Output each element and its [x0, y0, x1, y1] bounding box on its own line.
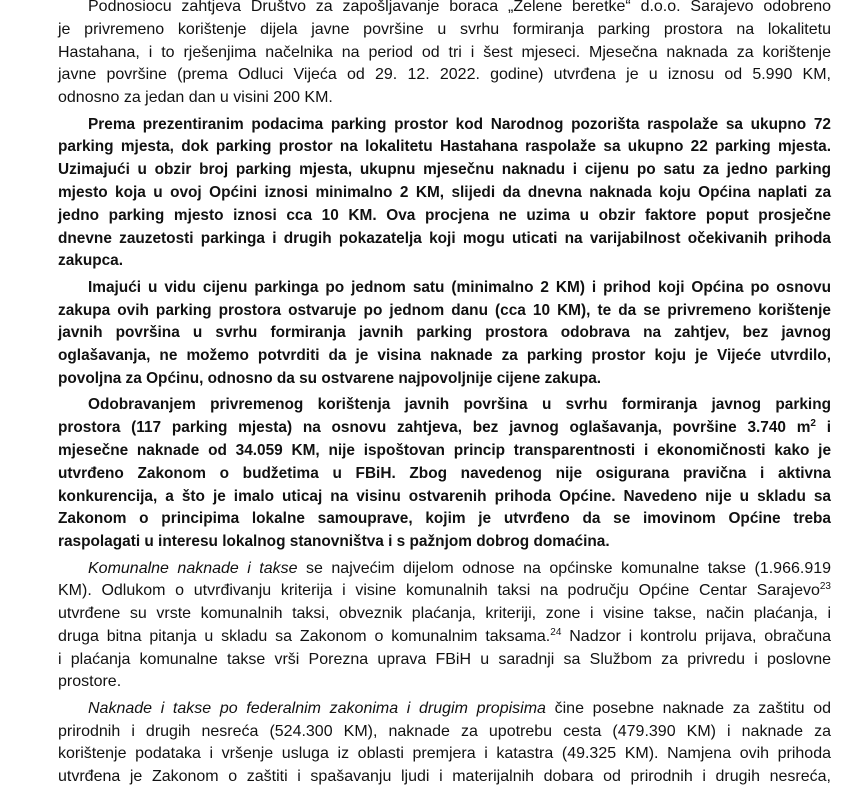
text-line: javne površine (prema Odluci Vijeća od 29. 12. 2022. godine) utvrđena je u iznosu od 5.990 KM, — [58, 66, 831, 84]
text-line: odnosno za jedan dan u visini 200 KM. — [58, 89, 333, 107]
text-segment: KM). Odlukom o utvrđivanju kriterija i visine komunalnih taksi na području Općine Centar Sarajevo — [58, 582, 820, 600]
text-line — [58, 558, 831, 581]
document-page — [58, 0, 831, 793]
text-line: parking mjesta, dok parking prostor na lokalitetu Hastahana raspolaže sa ukupno 22 parking mjesta. — [58, 138, 831, 156]
footnote-reference: 2 — [810, 418, 816, 430]
text-line: utvrđeno Zakonom o budžetima u FBiH. Zbog navedenog nije osigurana pravična i aktivna — [58, 464, 831, 482]
text-line: Hastahana, i to rješenjima načelnika na period od tri i šest mjeseci. Mjesečna naknada za korištenje — [58, 43, 831, 61]
text-line: prirodnih i drugih nesreća (524.300 KM), naknade za upotrebu cesta (479.390 KM) i naknade za — [58, 722, 831, 740]
text-line: Prema prezentiranim podacima parking prostor kod Narodnog pozorišta raspolaže sa ukupno 72 — [88, 115, 831, 133]
text-segment: se najvećim dijelom odnose na općinske komunalne takse (1.966.919 — [297, 559, 832, 577]
text-line: raspolagati u interesu lokalnog stanovništva i s pažnjom dobrog domaćina. — [58, 533, 610, 551]
text-line: Imajući u vidu cijenu parkinga po jednom satu (minimalno 2 KM) i prihod koji Općina po osnovu — [88, 278, 831, 296]
text-line: i plaćanja komunalne takse vrši Porezna uprava FBiH u saradnji sa Službom za privredu i poslovne — [58, 650, 831, 668]
text-line: zakupa ovih parking prostora ostvaruje po jednom danu (cca 10 KM), te da se privremeno korištenje — [58, 301, 831, 319]
footnote-reference: 23 — [819, 581, 831, 593]
footnote-reference: 24 — [550, 626, 562, 638]
text-segment: Nadzor i kontrolu prijava, obračuna — [561, 627, 832, 645]
text-line — [58, 698, 831, 721]
text-segment: prostora (117 parking mjesta) na osnovu zahtjeva, bez javnog oglašavanja, površine 3.740 m — [58, 419, 811, 437]
paragraph — [58, 394, 831, 554]
paragraph — [58, 114, 831, 274]
text-line — [58, 417, 831, 440]
text-line: Podnosiocu zahtjeva Društvo za zapošljavanje boraca „Zelene beretke“ d.o.o. Sarajevo odobreno — [88, 0, 831, 15]
text-line — [58, 580, 831, 603]
text-line: dnevne zauzetosti parkinga i drugih pokazatelja koji mogu uticati na varijabilnost očekivanih prihoda — [58, 229, 831, 247]
text-line: javnih površina u svrhu formiranja javnih parking prostora odobrava na zahtjev, bez javnog — [58, 324, 831, 342]
text-line: Odobravanjem privremenog korištenja javnih površina u svrhu formiranja javnog parking — [88, 396, 831, 414]
paragraph — [58, 558, 831, 695]
text-line: je privremeno korištenje dijela javne površine u svrhu formiranja parking prostora na lokalitetu — [58, 20, 831, 38]
text-line: povoljna za Općinu, odnosno da su ostvarene najpovoljnije cijene zakupa. — [58, 369, 602, 387]
paragraph — [58, 0, 831, 110]
text-line: zakupca. — [58, 252, 124, 270]
text-line: utvrđene su vrste komunalnih taksi, obveznik plaćanja, kriteriji, zone i visine takse, način plaćanja, i — [58, 605, 831, 623]
text-line: Zakonom o principima lokalne samouprave, kojim je utvrđeno da se imovinom Općine treba — [58, 510, 831, 528]
text-segment: čine posebne naknade za zaštitu od — [545, 699, 832, 717]
text-line: konkurencija, a što je imalo uticaj na visinu ostvarenih prihoda Općine. Navedeno nije u skladu sa — [58, 487, 831, 505]
text-segment: druga bitna pitanja u skladu sa Zakonom o komunalnim taksama. — [58, 627, 551, 645]
text-line — [58, 626, 831, 649]
text-line: prostore. — [58, 673, 122, 691]
paragraph — [58, 277, 831, 391]
text-line: mjesečne naknade od 34.059 KM, nije ispoštovan princip transparentnosti i ekonomičnosti kako je — [58, 441, 831, 459]
text-line: jedno parking mjesto iznosi cca 10 KM. Ova procjena ne uzima u obzir faktore poput prosječne — [58, 206, 831, 224]
text-line: Uzimajući u obzir broj parking mjesta, ukupnu mjesečnu naknadu i cijenu po satu za jedno parking — [58, 161, 831, 179]
text-line: mjesto koja u ovoj Općini iznosi minimalno 2 KM, slijedi da dnevna naknada koju Općina naplati za — [58, 183, 831, 201]
italic-term: Naknade i takse po federalnim zakonima i drugim propisima — [88, 699, 546, 717]
text-line: korištenje podataka i vršenje usluga iz oblasti premjera i katastra (49.325 KM). Namjena ovih prihoda — [58, 745, 831, 763]
text-line: utvrđena je Zakonom o zaštiti i spašavanju ljudi i materijalnih dobara od prirodnih i drugih nesreća, — [58, 768, 831, 786]
paragraph — [58, 698, 831, 789]
text-line: oglašavanja, ne možemo potvrditi da je visina naknade za parking prostor koju je Vijeće utvrdilo, — [58, 347, 831, 365]
text-segment: i — [815, 419, 831, 437]
italic-term: Komunalne naknade i takse — [88, 559, 298, 577]
